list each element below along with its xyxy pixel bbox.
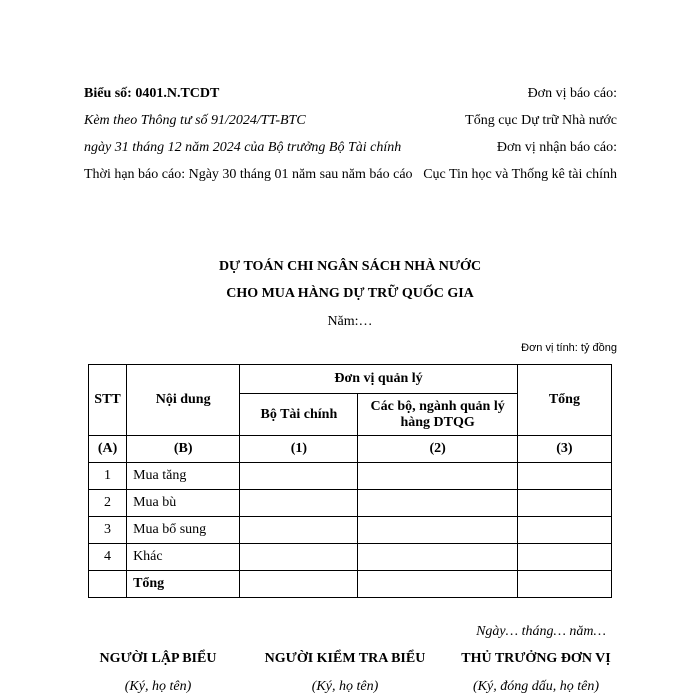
table-row — [89, 544, 612, 571]
row-stt: 1 — [89, 463, 127, 490]
cell-mof — [240, 463, 358, 490]
form-number: Biểu số: 0401.N.TCDT — [84, 86, 220, 101]
col-header-management-unit: Đơn vị quản lý — [240, 365, 518, 394]
reporting-unit: Tổng cục Dự trữ Nhà nước — [465, 113, 617, 128]
cell-ministries — [358, 463, 517, 490]
cell-total — [517, 490, 611, 517]
row-stt: 4 — [89, 544, 127, 571]
row-content: Tổng — [127, 571, 240, 598]
budget-table — [88, 364, 612, 598]
signature-head — [426, 651, 646, 695]
cell-total — [517, 571, 611, 598]
row-content: Khác — [127, 544, 240, 571]
unit-note: Đơn vị tính: tỷ đồng — [521, 342, 617, 354]
row-stt: 3 — [89, 517, 127, 544]
issue-date: ngày 31 tháng 12 năm 2024 của Bộ trưởng Bộ Tài chính — [84, 140, 402, 155]
report-year: Năm:… — [327, 314, 373, 329]
preparer-title: NGƯỜI LẬP BIỂU — [99, 651, 217, 666]
checker-title: NGƯỜI KIỂM TRA BIỂU — [264, 651, 426, 666]
table-row — [89, 490, 612, 517]
report-deadline: Thời hạn báo cáo: Ngày 30 tháng 01 năm sau năm báo cáo — [84, 167, 413, 182]
cell-ministries — [358, 571, 517, 598]
table-row-total — [89, 571, 612, 598]
reporting-unit-label: Đơn vị báo cáo: — [527, 86, 617, 101]
cell-total — [517, 517, 611, 544]
cell-mof — [240, 571, 358, 598]
cell-total — [517, 463, 611, 490]
index-3: (3) — [517, 436, 611, 463]
cell-mof — [240, 517, 358, 544]
cell-mof — [240, 544, 358, 571]
head-title: THỦ TRƯỞNG ĐƠN VỊ — [461, 651, 611, 666]
index-1: (1) — [240, 436, 358, 463]
row-stt — [89, 571, 127, 598]
header-right — [417, 84, 617, 192]
index-a: (A) — [89, 436, 127, 463]
table-row — [89, 463, 612, 490]
header-left — [84, 84, 414, 192]
cell-ministries — [358, 544, 517, 571]
title-line-2: CHO MUA HÀNG DỰ TRỮ QUỐC GIA — [226, 286, 474, 301]
receiving-unit: Cục Tin học và Thống kê tài chính — [423, 167, 617, 182]
cell-mof — [240, 490, 358, 517]
row-content: Mua tăng — [127, 463, 240, 490]
cell-total — [517, 544, 611, 571]
index-2: (2) — [358, 436, 517, 463]
cell-ministries — [358, 490, 517, 517]
row-content: Mua bổ sung — [127, 517, 240, 544]
title-line-1: DỰ TOÁN CHI NGÂN SÁCH NHÀ NƯỚC — [218, 259, 482, 274]
preparer-note: (Ký, họ tên) — [124, 679, 192, 694]
table-row — [89, 517, 612, 544]
signature-checker — [235, 651, 455, 695]
checker-note: (Ký, họ tên) — [311, 679, 379, 694]
row-stt: 2 — [89, 490, 127, 517]
col-header-content: Nội dung — [127, 365, 240, 436]
col-header-ministry-of-finance: Bộ Tài chính — [240, 394, 358, 436]
row-content: Mua bù — [127, 490, 240, 517]
col-header-stt: STT — [89, 365, 127, 436]
index-b: (B) — [127, 436, 240, 463]
signature-date: Ngày… tháng… năm… — [476, 624, 606, 639]
attached-circular: Kèm theo Thông tư số 91/2024/TT-BTC — [84, 113, 306, 128]
receiving-unit-label: Đơn vị nhận báo cáo: — [496, 140, 617, 155]
col-header-ministries: Các bộ, ngành quản lý hàng DTQG — [358, 394, 517, 436]
head-note: (Ký, đóng dấu, họ tên) — [473, 679, 599, 694]
col-header-total: Tổng — [517, 365, 611, 436]
cell-ministries — [358, 517, 517, 544]
